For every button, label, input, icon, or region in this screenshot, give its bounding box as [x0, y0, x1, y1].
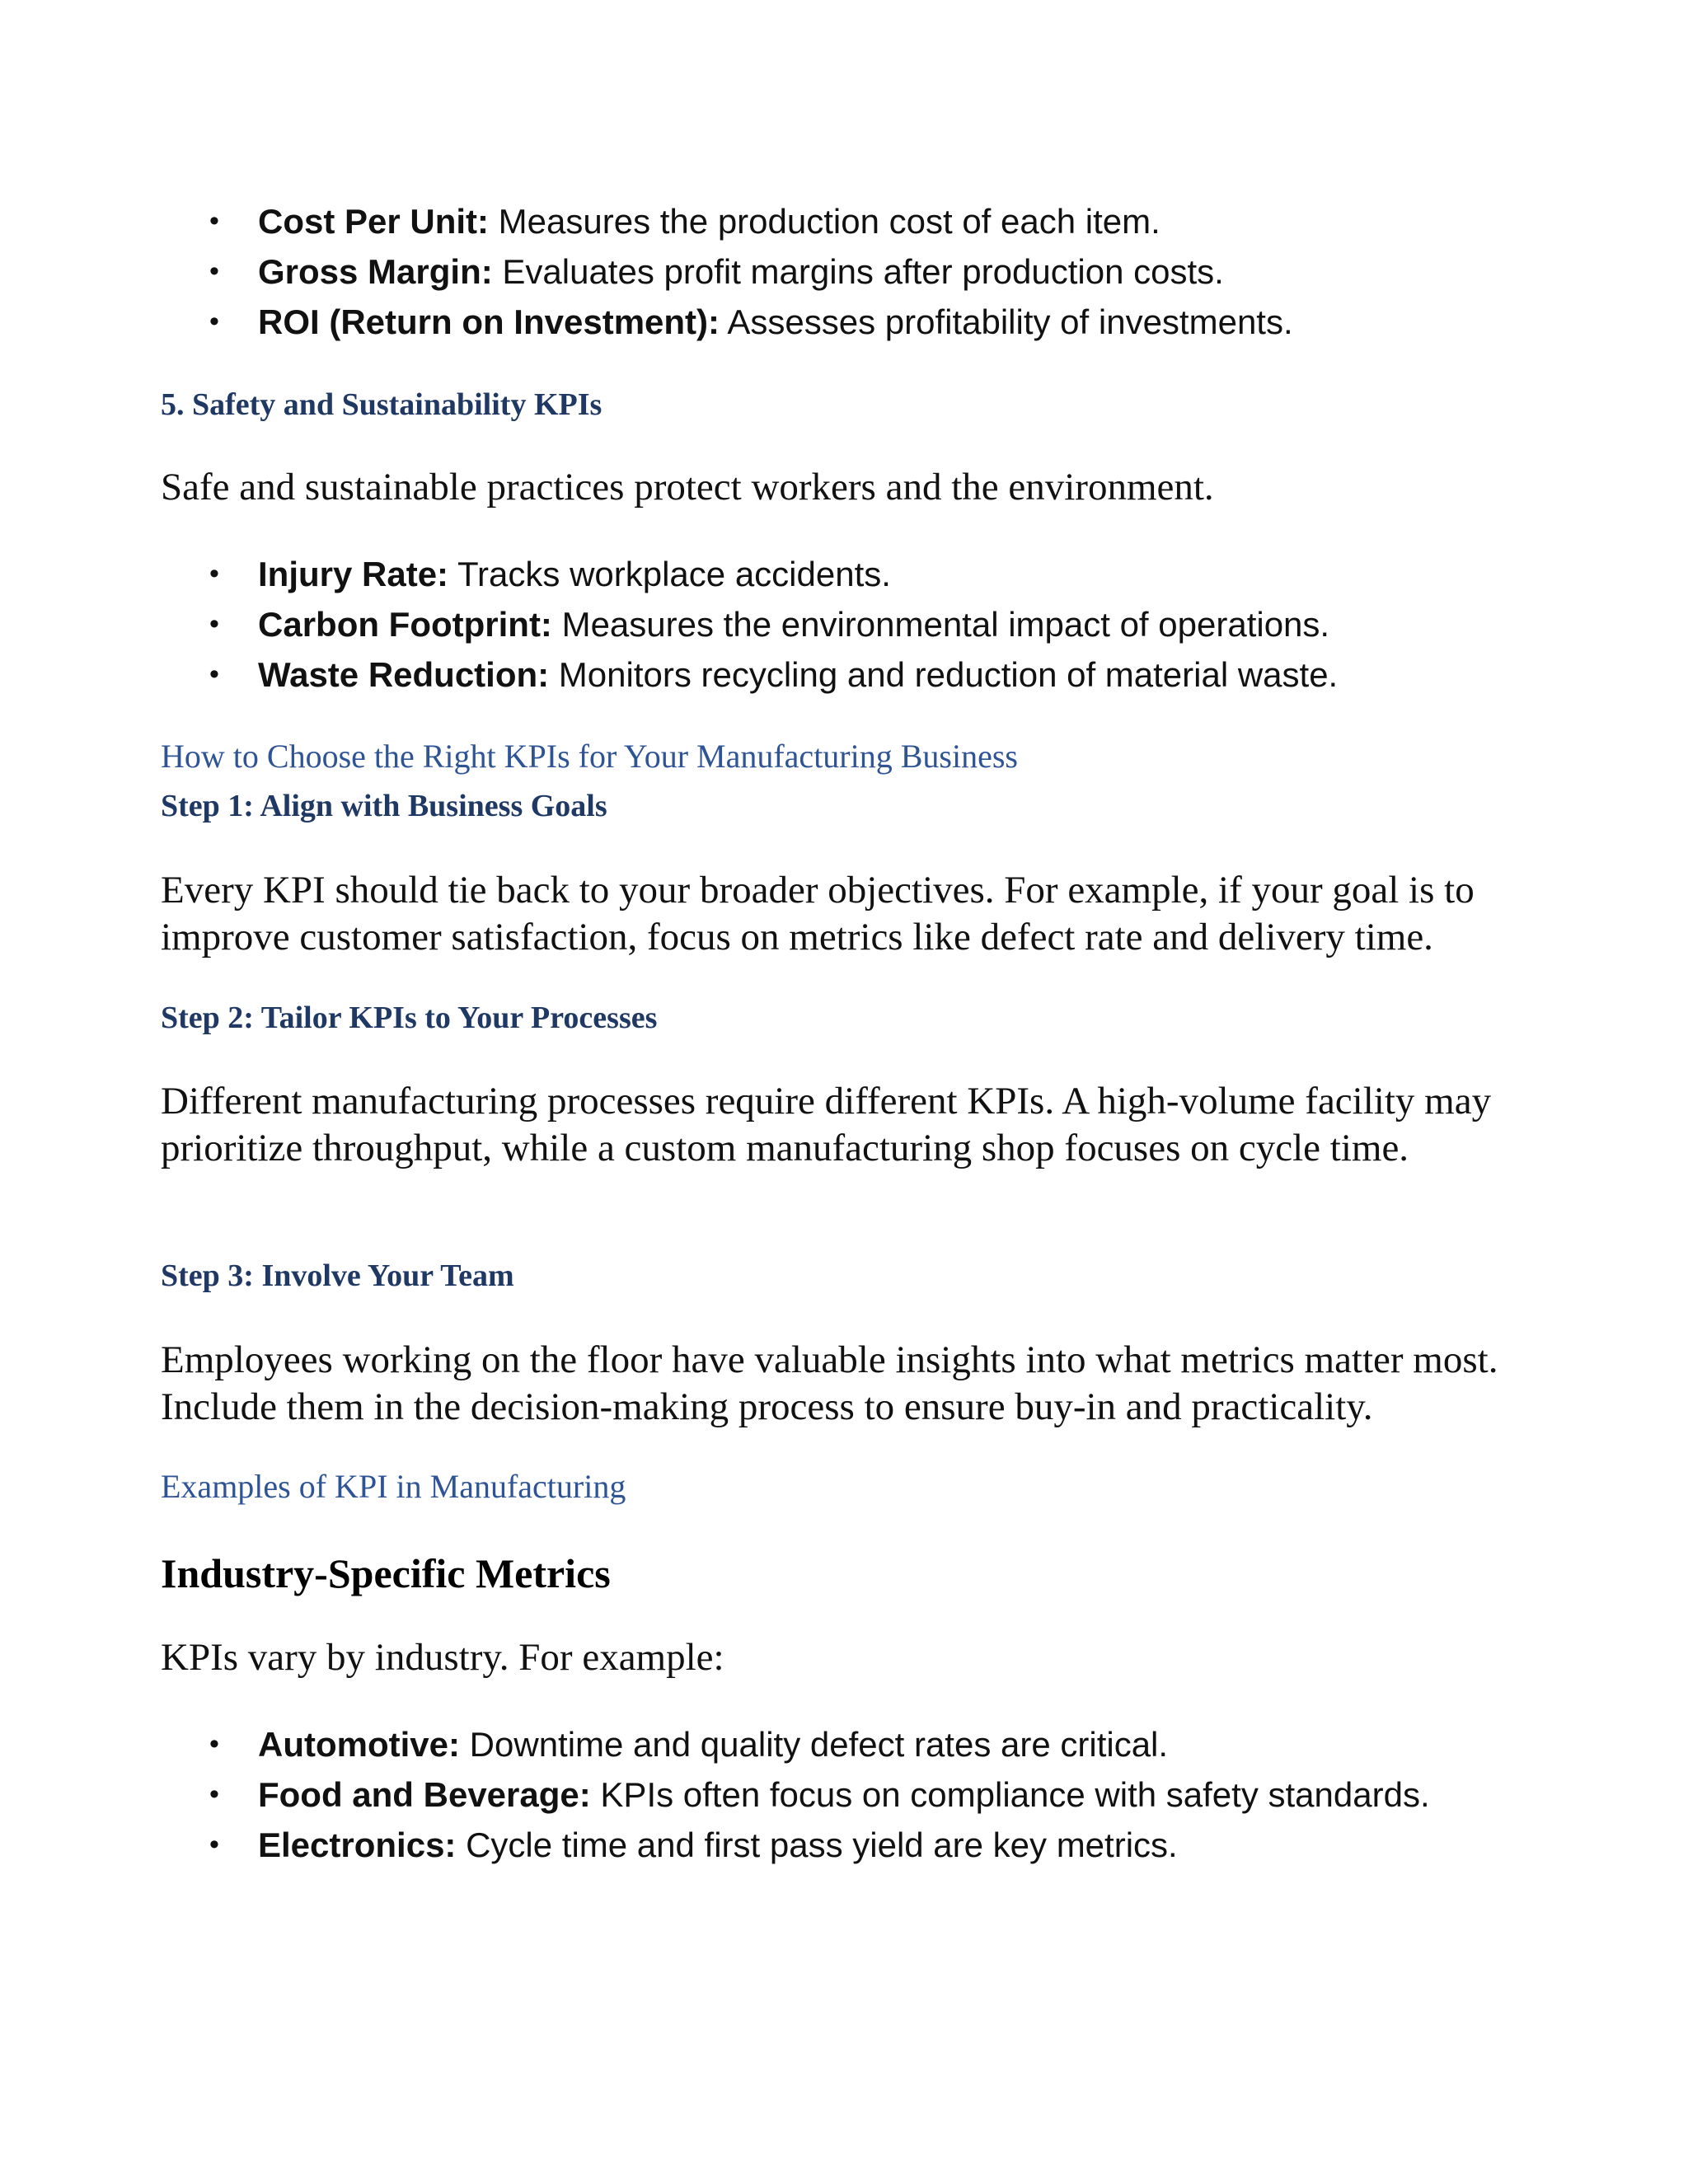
bullet-icon: • [209, 658, 219, 690]
list-item-text: Downtime and quality defect rates are critical. [460, 1725, 1169, 1764]
list-item-term: ROI (Return on Investment): [258, 302, 720, 341]
section5-intro: Safe and sustainable practices protect workers and the environment. [161, 466, 1214, 509]
examples-intro: KPIs vary by industry. For example: [161, 1636, 724, 1679]
bullet-icon: • [209, 608, 219, 640]
step2-text: Different manufacturing processes require different KPIs. A high-volume facility may prioritize throughput, while a custom manufacturing shop focuses on cycle time. [161, 1080, 1492, 1169]
step2-heading: Step 2: Tailor KPIs to Your Processes [161, 1001, 658, 1035]
industry-kpi-list [206, 1719, 1430, 1870]
list-item-text: Evaluates profit margins after production costs. [492, 252, 1224, 291]
bullet-icon: • [209, 1829, 219, 1860]
bullet-icon: • [209, 255, 219, 287]
industry-metrics-heading: Industry-Specific Metrics [161, 1550, 611, 1596]
list-item [206, 649, 1338, 700]
list-item-term: Waste Reduction: [258, 655, 550, 694]
bullet-icon: • [209, 558, 219, 589]
list-item-term: Food and Beverage: [258, 1775, 591, 1814]
list-item [206, 297, 1293, 347]
list-item [206, 1820, 1430, 1870]
list-item [206, 549, 1338, 599]
step1-heading: Step 1: Align with Business Goals [161, 789, 607, 823]
list-item [206, 1719, 1430, 1769]
list-item-text: Tracks workplace accidents. [448, 555, 891, 593]
list-item [206, 599, 1338, 649]
list-item-term: Carbon Footprint: [258, 605, 552, 644]
list-item-term: Injury Rate: [258, 555, 449, 593]
step3-text: Employees working on the floor have valuable insights into what metrics matter most. Include them in the decision-making process to ensure buy-in and practicality. [161, 1338, 1498, 1428]
list-item-term: Cost Per Unit: [258, 202, 490, 241]
bullet-icon: • [209, 1728, 219, 1760]
choose-heading: How to Choose the Right KPIs for Your Manufacturing Business [161, 738, 1018, 775]
bullet-icon: • [209, 306, 219, 337]
list-item-term: Gross Margin: [258, 252, 493, 291]
list-item-term: Electronics: [258, 1825, 457, 1864]
list-item-text: Monitors recycling and reduction of material waste. [549, 655, 1339, 694]
list-item-text: Measures the production cost of each item. [489, 202, 1160, 241]
list-item [206, 1769, 1430, 1820]
list-item-text: Measures the environmental impact of operations. [551, 605, 1330, 644]
examples-heading: Examples of KPI in Manufacturing [161, 1468, 626, 1505]
list-item-text: Cycle time and first pass yield are key metrics. [456, 1825, 1178, 1864]
list-item-text: Assesses profitability of investments. [720, 302, 1293, 341]
step3-heading: Step 3: Involve Your Team [161, 1258, 514, 1293]
step1-text: Every KPI should tie back to your broader objectives. For example, if your goal is to improve customer satisfaction, focus on metrics like defect rate and delivery time. [161, 869, 1475, 958]
list-item [206, 196, 1293, 246]
list-item-term: Automotive: [258, 1725, 460, 1764]
financial-kpi-list [206, 196, 1293, 347]
list-item [206, 246, 1293, 297]
bullet-icon: • [209, 205, 219, 237]
bullet-icon: • [209, 1779, 219, 1810]
safety-kpi-list [206, 549, 1338, 700]
section5-heading: 5. Safety and Sustainability KPIs [161, 387, 603, 422]
list-item-text: KPIs often focus on compliance with safety standards. [590, 1775, 1430, 1814]
